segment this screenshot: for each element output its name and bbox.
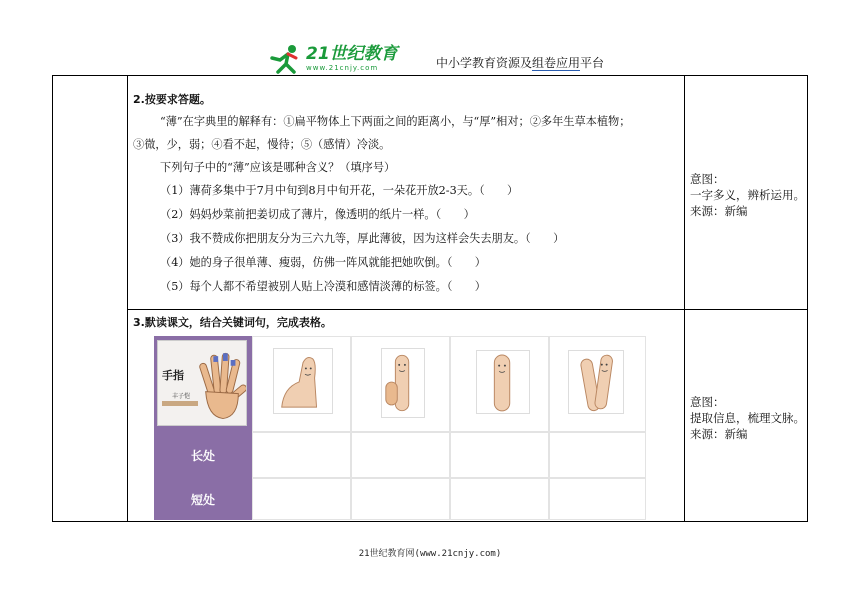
q2-note-source: 来源：新编 [690, 204, 748, 218]
table-right-border [807, 76, 808, 522]
header-title: 中小学教育资源及组卷应用平台 [436, 56, 605, 70]
q2-title: 2.按要求答题。 [133, 93, 211, 106]
logo-url: www.21cnjy.com [306, 64, 379, 72]
row-label-short: 短处 [154, 478, 252, 520]
cover-bar [162, 401, 198, 406]
table-bottom-border [52, 521, 808, 522]
thumb-icon [274, 349, 332, 413]
q2-item-5: （5）每个人都不希望被别人贴上冷漠和感情淡薄的标签。（ ） [160, 280, 486, 293]
answer-cell[interactable] [549, 432, 646, 478]
table-row-divider [127, 309, 808, 310]
q2-prompt: 下列句子中的“薄”应该是哪种含义？（填序号） [160, 161, 396, 174]
cover-author: 丰子恺 [172, 393, 191, 400]
logo-text: 21世纪教育 [306, 44, 398, 64]
q2-item-2: （2）妈妈炒菜前把姜切成了薄片，像透明的纸片一样。（ ） [160, 208, 475, 221]
q2-intro-line2: ③微，少，弱；④看不起，慢待；⑤（感情）冷淡。 [133, 138, 391, 151]
index-finger-icon [382, 349, 424, 417]
q3-note-text: 提取信息，梳理文脉。 [690, 411, 805, 425]
q2-intro-line1: “薄”在字典里的解释有：①扁平物体上下两面之间的距离小，与“厚”相对；②多年生草本植物； [160, 115, 631, 128]
hand-icon [198, 345, 246, 423]
header-rule [52, 75, 808, 76]
q3-note-label: 意图： [690, 395, 725, 409]
answer-cell[interactable] [450, 478, 549, 520]
book-cover [157, 340, 247, 426]
answer-cell[interactable] [549, 478, 646, 520]
table-left-border [52, 76, 53, 522]
middle-finger-image [476, 350, 530, 414]
answer-cell[interactable] [450, 432, 549, 478]
cover-title: 手指 [162, 369, 184, 382]
table-col-divider-1 [127, 76, 128, 522]
q3-note [690, 394, 805, 442]
middle-finger-icon [477, 351, 529, 413]
table-col-divider-2 [684, 76, 685, 522]
q3-title: 3.默读课文，结合关键词句，完成表格。 [133, 316, 332, 329]
q2-item-1: （1）薄荷多集中于7月中旬到8月中旬开花，一朵花开放2-3天。（ ） [160, 184, 519, 197]
page-footer: 21世纪教育网(www.21cnjy.com) [358, 549, 502, 559]
q3-note-source: 来源：新编 [690, 427, 748, 441]
index-finger-image [381, 348, 425, 418]
answer-cell[interactable] [351, 478, 450, 520]
site-logo [268, 44, 398, 74]
q2-item-3: （3）我不赞成你把朋友分为三六九等，厚此薄彼，因为这样会失去朋友。（ ） [160, 232, 565, 245]
header-link[interactable]: 组卷应用 [532, 56, 581, 70]
ring-little-finger-icon [569, 351, 623, 413]
page-header [0, 0, 860, 76]
answer-cell[interactable] [252, 432, 351, 478]
thumb-image [273, 348, 333, 414]
answer-cell[interactable] [252, 478, 351, 520]
runner-logo-icon [268, 44, 302, 74]
q2-note-label: 意图： [690, 172, 725, 186]
q2-note-text: 一字多义，辨析运用。 [690, 188, 805, 202]
answer-cell[interactable] [351, 432, 450, 478]
row-label-long: 长处 [154, 432, 252, 478]
ring-little-finger-image [568, 350, 624, 414]
q2-note [690, 171, 805, 219]
q2-item-4: （4）她的身子很单薄、瘦弱，仿佛一阵风就能把她吹倒。（ ） [160, 256, 486, 269]
